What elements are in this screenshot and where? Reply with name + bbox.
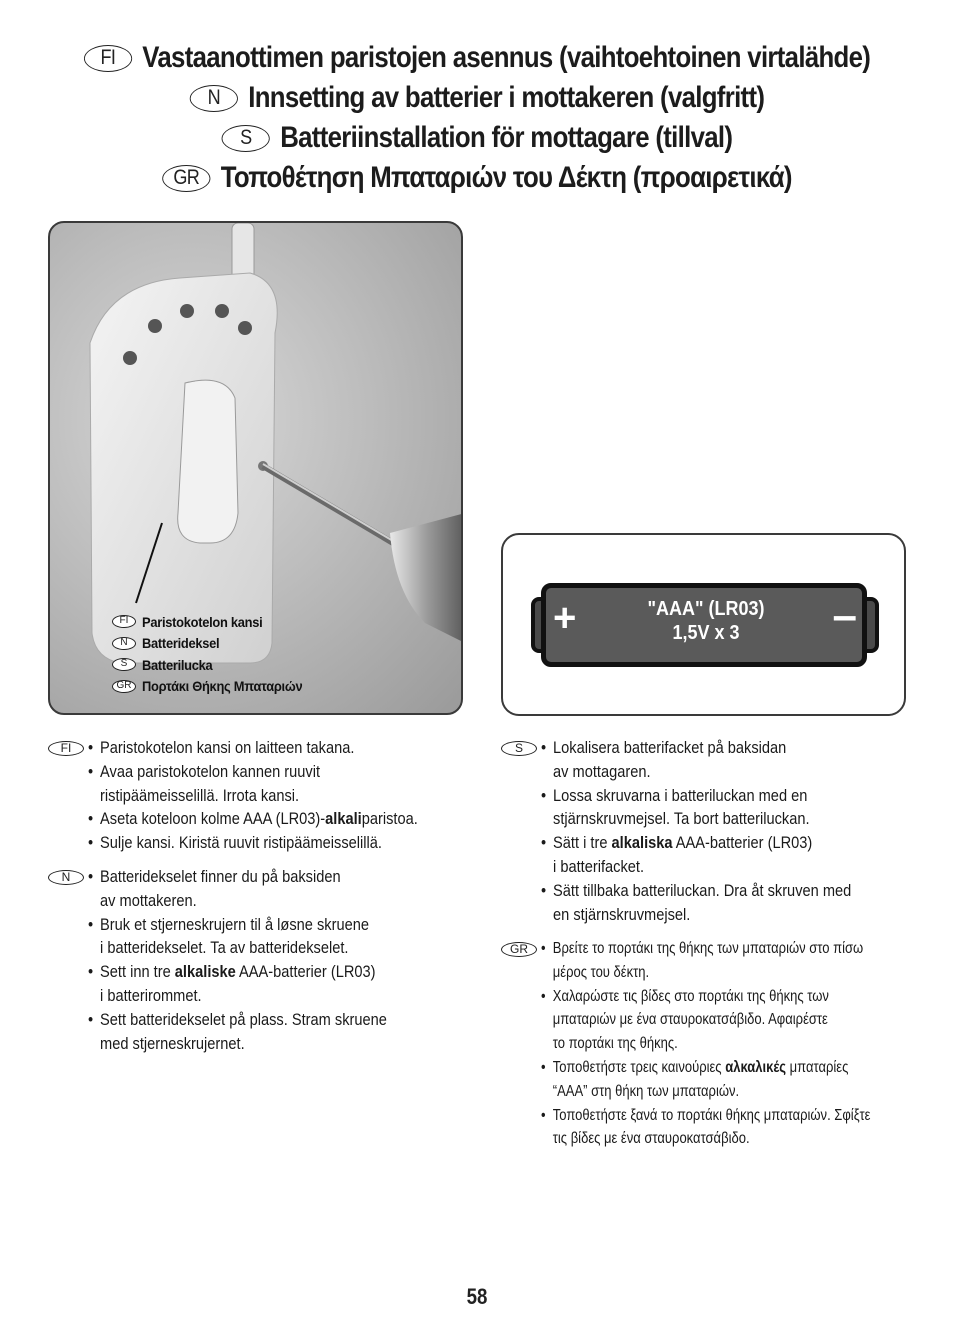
instruction-step xyxy=(88,913,387,937)
instruction-text: i batterifacket. xyxy=(553,856,645,876)
instruction-step xyxy=(88,736,418,760)
instruction-text: Χαλαρώστε τις βίδες στο πορτάκι της θήκης των xyxy=(552,987,829,1005)
instruction-text: Avaa paristokotelon kannen ruuvit xyxy=(100,761,321,781)
battery-plus-sign: + xyxy=(553,596,577,640)
instruction-text: Τοποθετήστε τρεις καινούριες xyxy=(552,1058,726,1076)
instruction-bold-text: alkaliska xyxy=(611,833,673,853)
instruction-step xyxy=(88,831,418,855)
title-n xyxy=(67,78,887,118)
instruction-text: i batteridekselet. Ta av batteridekselet. xyxy=(100,938,349,958)
instruction-text: stjärnskruvmejsel. Ta bort batteriluckan. xyxy=(553,809,810,829)
photo-label-n xyxy=(112,633,316,655)
speaker-hole xyxy=(123,351,137,365)
instruction-continuation xyxy=(541,1127,870,1151)
language-badge-n: N xyxy=(48,870,84,885)
photo-label-text: Batterideksel xyxy=(142,635,220,652)
instruction-step xyxy=(88,865,387,889)
page-number: 58 xyxy=(466,1284,488,1309)
instruction-bold-text: alkaliske xyxy=(174,962,236,982)
instruction-text: Aseta koteloon kolme AAA (LR03)- xyxy=(100,809,326,829)
battery-spec-panel xyxy=(501,533,906,716)
instruction-continuation xyxy=(541,903,851,927)
belt-clip-shape xyxy=(178,380,238,543)
instruction-step xyxy=(541,937,870,961)
instruction-text: Sett inn tre xyxy=(100,962,175,982)
instruction-list xyxy=(88,865,436,1055)
instruction-step xyxy=(541,784,851,808)
instruction-continuation xyxy=(541,855,851,879)
instruction-text: Lokalisera batterifacket på baksidan xyxy=(553,738,787,757)
title-s xyxy=(67,118,887,158)
page-titles xyxy=(0,38,954,198)
instruction-continuation xyxy=(88,936,387,960)
instruction-bold-text: alkali xyxy=(325,809,362,829)
instruction-continuation xyxy=(88,1032,387,1056)
instruction-text: Bruk et stjerneskrujern til å løsne skruene xyxy=(100,914,370,934)
instruction-continuation xyxy=(541,1008,870,1032)
instruction-text: Τοποθετήστε ξανά το πορτάκι θήκης μπαταριών. Σφίξτε xyxy=(552,1106,871,1124)
screwdriver-handle xyxy=(390,513,463,643)
language-badge-gr: GR xyxy=(501,942,537,957)
instruction-continuation xyxy=(541,1080,870,1104)
instruction-continuation xyxy=(541,760,851,784)
instruction-text: av mottagaren. xyxy=(553,761,651,781)
photo-label-text: Batterilucka xyxy=(142,656,213,673)
title-s-text: Batteriinstallation för mottagare (tillval) xyxy=(280,121,733,154)
language-badge-s: S xyxy=(112,658,136,671)
speaker-hole xyxy=(215,304,229,318)
instruction-step xyxy=(541,879,851,903)
instruction-text: Sett batteridekselet på plass. Stram skruene xyxy=(100,1009,387,1029)
language-badge-fi: FI xyxy=(48,741,84,756)
language-badge-fi: FI xyxy=(84,45,132,72)
instruction-list xyxy=(88,736,472,855)
language-badge-fi: FI xyxy=(112,615,136,628)
instruction-continuation xyxy=(541,807,851,831)
instruction-text: μπαταρίες xyxy=(786,1058,849,1076)
battery-minus-sign: – xyxy=(832,591,857,640)
battery-voltage: 1,5V x 3 xyxy=(672,622,740,644)
instruction-continuation xyxy=(541,1032,870,1056)
instruction-step xyxy=(541,831,851,855)
speaker-hole xyxy=(180,304,194,318)
instruction-step xyxy=(88,960,387,984)
photo-label-fi xyxy=(112,611,316,633)
language-badge-n: N xyxy=(112,637,136,650)
photo-label-s xyxy=(112,654,316,676)
language-badge-gr: GR xyxy=(162,165,210,192)
photo-label-gr xyxy=(112,676,316,698)
instruction-step xyxy=(541,1056,870,1080)
instruction-text: “AAA” στη θήκη των μπαταριών. xyxy=(552,1082,740,1100)
photo-label-text: Paristokotelon kansi xyxy=(142,613,263,630)
screwdriver-shaft xyxy=(263,466,410,553)
language-badge-s: S xyxy=(222,125,270,152)
instruction-list xyxy=(541,736,902,926)
instruction-text: av mottakeren. xyxy=(100,890,197,910)
instruction-continuation xyxy=(88,984,387,1008)
instruction-text: Batteridekselet finner du på baksiden xyxy=(100,867,341,886)
instruction-step xyxy=(88,807,418,831)
speaker-hole xyxy=(148,319,162,333)
instruction-text: Βρείτε το πορτάκι της θήκης των μπαταριών στο πίσω xyxy=(552,940,864,957)
instruction-text: en stjärnskruvmejsel. xyxy=(553,904,691,924)
title-gr xyxy=(67,158,887,198)
title-n-text: Innsetting av batterier i mottakeren (valgfritt) xyxy=(248,81,765,114)
instruction-step xyxy=(88,760,418,784)
speaker-hole xyxy=(238,321,252,335)
instruction-text: Sätt i tre xyxy=(553,833,612,853)
instruction-continuation xyxy=(88,889,387,913)
language-badge-gr: GR xyxy=(112,680,136,693)
receiver-photo-panel xyxy=(48,221,463,715)
title-fi xyxy=(67,38,887,78)
language-badge-n: N xyxy=(190,85,238,112)
instruction-text: Sulje kansi. Kiristä ruuvit ristipäämeisselillä. xyxy=(100,833,382,853)
instruction-continuation xyxy=(541,961,870,985)
instruction-text: i batterirommet. xyxy=(100,985,202,1005)
instruction-text: τις βίδες με ένα σταυροκατσάβιδο. xyxy=(552,1130,750,1148)
instruction-text: AAA-batterier (LR03) xyxy=(235,962,376,982)
instruction-text: med stjerneskrujernet. xyxy=(100,1033,245,1053)
battery-illustration xyxy=(531,575,879,675)
instruction-text: Lossa skruvarna i batteriluckan med en xyxy=(553,785,808,805)
instruction-text: paristoa. xyxy=(361,809,418,829)
instruction-step xyxy=(541,736,851,760)
instruction-list xyxy=(541,937,933,1151)
instruction-text: AAA-batterier (LR03) xyxy=(672,833,813,853)
title-gr-text: Τοποθέτηση Μπαταριών του Δέκτη (προαιρετικά) xyxy=(220,161,792,194)
instruction-text: το πορτάκι της θήκης. xyxy=(552,1035,678,1053)
instruction-bold-text: αλκαλικές xyxy=(725,1058,787,1076)
instruction-continuation xyxy=(88,784,418,808)
instruction-text: ristipäämeisselillä. Irrota kansi. xyxy=(100,785,300,805)
title-fi-text: Vastaanottimen paristojen asennus (vaihtoehtoinen virtalähde) xyxy=(142,41,871,74)
instruction-step xyxy=(541,985,870,1009)
instruction-step xyxy=(88,1008,387,1032)
battery-type: "AAA" (LR03) xyxy=(647,598,765,620)
battery-spec-text xyxy=(612,597,801,645)
language-badge-s: S xyxy=(501,741,537,756)
instruction-step xyxy=(541,1104,870,1128)
instruction-text: Sätt tillbaka batteriluckan. Dra åt skruven med xyxy=(553,880,852,900)
photo-callout-labels xyxy=(112,611,316,697)
instruction-text: μέρος του δέκτη. xyxy=(552,963,650,981)
photo-label-text: Πορτάκι Θήκης Μπαταριών xyxy=(142,678,303,695)
screwdriver-shaft-highlight xyxy=(263,464,410,551)
instruction-text: μπαταριών με ένα σταυροκατσάβιδο. Αφαιρέστε xyxy=(552,1011,828,1029)
instruction-text: Paristokotelon kansi on laitteen takana. xyxy=(100,738,355,757)
